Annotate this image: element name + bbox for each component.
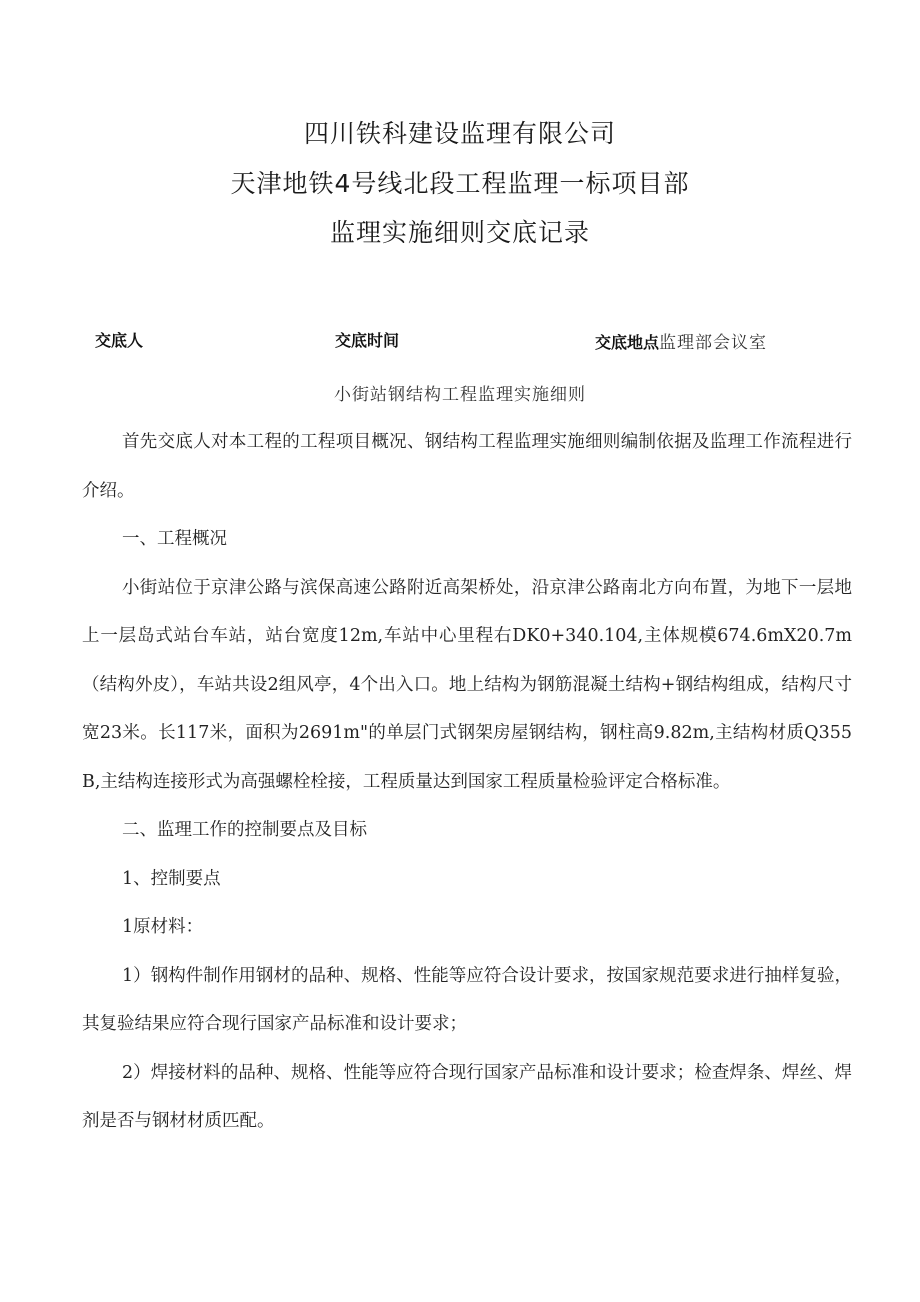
- location-value: 监理部会议室: [659, 333, 768, 353]
- location-label: 交底地点: [595, 333, 660, 352]
- company-name: 四川铁科建设监理有限公司: [303, 119, 616, 148]
- section-heading-overview: 一、工程概况: [122, 529, 227, 549]
- materials-item-1: 1）钢构件制作用钢材的品种、规格、性能等应符合设计要求，按国家规范要求进行抽样复验，其复验结果应符合现行国家产品标准和设计要求；: [82, 965, 852, 1034]
- time-label: 交底时间: [335, 331, 400, 350]
- presenter-label: 交底人: [95, 331, 144, 350]
- presenter-field: [95, 328, 143, 351]
- materials-item-2: 2）焊接材料的品种、规格、性能等应符合现行国家产品标准和设计要求；检查焊条、焊丝、焊剂是否与钢材材质匹配。: [82, 1062, 852, 1131]
- intro-paragraph: 首先交底人对本工程的工程项目概况、钢结构工程监理实施细则编制依据及监理工作流程进行介绍。: [82, 432, 852, 501]
- subsection-heading-control-points: 1、控制要点: [122, 868, 221, 889]
- project-department: 天津地铁4号线北段工程监理一标项目部: [230, 169, 690, 198]
- time-field: [335, 328, 399, 351]
- location-field: [595, 328, 767, 353]
- subsection-heading-materials: 1原材料：: [122, 917, 204, 937]
- document-subject: 小街站钢结构工程监理实施细则: [334, 385, 586, 405]
- overview-paragraph: 小街站位于京津公路与滨保高速公路附近高架桥处，沿京津公路南北方向布置，为地下一层地上一层岛式站台车站，站台宽度12m,车站中心里程右DK0+340.104,主体规模674.6mX20.7m（结构外皮），车站共设2组风亭，4个出入口。地上结构为钢筋混凝土结构+钢结构组成，结构尺寸宽23米。长117米，面积为2691m"的单层门式钢架房屋钢结构，钢柱高9.82m,主结构材质Q355B,主结构连接形式为高强螺栓栓接，工程质量达到国家工程质量检验评定合格标准。: [82, 577, 852, 792]
- document-body: [82, 418, 852, 1146]
- record-title: 监理实施细则交底记录: [329, 218, 590, 247]
- section-heading-control: 二、监理工作的控制要点及目标: [122, 820, 367, 840]
